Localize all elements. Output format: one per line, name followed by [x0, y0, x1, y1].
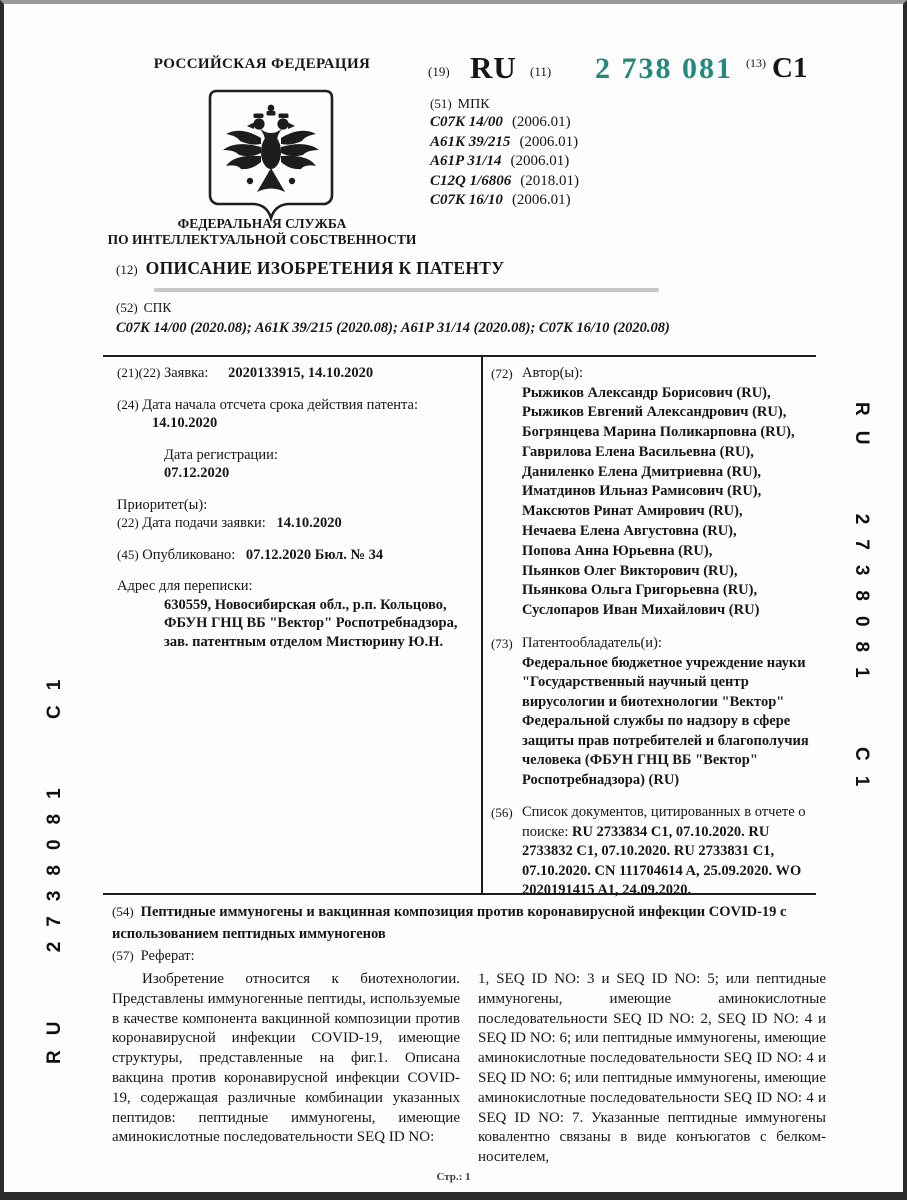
registration-value: 07.12.2020 [164, 465, 230, 481]
inid-code-22: (22) [117, 515, 139, 530]
inid-code-72: (72) [491, 366, 513, 381]
cpc-header [116, 300, 816, 316]
holder-section [491, 634, 821, 790]
agency-line-1: ФЕДЕРАЛЬНАЯ СЛУЖБА [177, 216, 347, 231]
holder-body [491, 654, 821, 791]
abstract-columns [112, 970, 826, 1168]
citations-text: RU 2733834 C1, 07.10.2020. RU 2733832 C1, 07.10.2020. RU 2733831 C1, 07.10.2020. CN 111704614 A, 25.09.2020. WO 2020191415 A1, 24.09.2020. [522, 823, 802, 899]
abstract-column-2: 1, SEQ ID NO: 3 и SEQ ID NO: 5; или пептидные иммуногены, имеющие аминокислотные последовательности SEQ ID NO: 2, SEQ ID NO: 4 и SEQ ID NO: 6; или пептидные иммуногены, имеющие аминокислотные последовательности SEQ ID NO: 4 и SEQ ID NO: 6; или пептидные иммуногены, имеющие аминокислотные последовательности SEQ ID NO: 4 и SEQ ID NO: 7. Указанные пептидные иммуногены ковалентно связаны в виде конъюгатов с белком-носителем, [478, 971, 826, 1166]
start-date-row [117, 396, 469, 433]
inid-code-13: (13) [746, 56, 766, 70]
ipc-code: C07K 14/00 [430, 114, 503, 130]
country-label: РОССИЙСКАЯ ФЕДЕРАЦИЯ [153, 56, 371, 72]
author-name: Пьянков Олег Викторович (RU), [522, 562, 738, 579]
author-name: Рыжиков Евгений Александрович (RU), [522, 404, 787, 421]
kind-code: C1 [772, 52, 808, 84]
inid-code-57: (57) [112, 948, 134, 963]
ipc-item [430, 113, 579, 133]
inid-code-24: (24) [117, 396, 139, 412]
address-line: зав. патентным отделом Мистюрину Ю.Н. [164, 633, 444, 650]
doc-type-title: ОПИСАНИЕ ИЗОБРЕТЕНИЯ К ПАТЕНТУ [145, 258, 505, 278]
inid-code-21-22: (21)(22) [117, 365, 161, 380]
author-name: Пьянкова Ольга Григорьевна (RU), [522, 582, 758, 599]
author-name: Максютов Ринат Амирович (RU), [522, 503, 743, 520]
inid-code-11: (11) [530, 64, 552, 79]
ipc-version: (2006.01) [511, 192, 571, 208]
application-row [117, 364, 469, 383]
start-date-value: 14.10.2020 [152, 415, 218, 431]
inid-code-45: (45) [117, 546, 139, 562]
cpc-label: СПК [143, 300, 172, 315]
registration-row [117, 446, 469, 483]
patent-number: 2 738 081 [595, 52, 733, 85]
filing-label: Дата подачи заявки: [142, 515, 266, 531]
author-name: Попова Анна Юрьевна (RU), [522, 542, 713, 559]
author-name: Богрянцева Марина Поликарповна (RU), [522, 424, 795, 441]
ipc-item [430, 172, 579, 192]
inid-code-19: (19) [428, 64, 450, 79]
start-date-label: Дата начала отсчета срока действия патента: [142, 396, 419, 413]
registration-label: Дата регистрации: [164, 446, 278, 463]
inid-code-73: (73) [491, 636, 513, 652]
inid-code-54: (54) [112, 904, 134, 919]
ipc-header [430, 96, 579, 113]
author-name: Рыжиков Александр Борисович (RU), [522, 384, 771, 401]
ipc-version: (2006.01) [519, 133, 579, 150]
application-label: Заявка: [163, 365, 209, 381]
page-number: Стр.: 1 [436, 1171, 471, 1183]
holder-text: Федеральное бюджетное учреждение науки "Государственный научный центр вирусологии и биотехнологии "Вектор" Федеральной службы по надзору в сфере защиты прав потребителей и благополучия человека (ФБУН ГНЦ ВБ "Вектор" Роспотребнадзора) (RU) [522, 654, 809, 788]
filing-row [117, 514, 469, 533]
russian-emblem-icon [206, 88, 336, 222]
bibliographic-left-column [117, 364, 469, 651]
agency-line-2: ПО ИНТЕЛЛЕКТУАЛЬНОЙ СОБСТВЕННОСТИ [107, 232, 417, 247]
authors-header [491, 364, 821, 384]
inid-code-12: (12) [116, 262, 138, 277]
application-value: 2020133915, 14.10.2020 [228, 365, 374, 381]
cpc-codes: C07K 14/00 (2020.08); A61K 39/215 (2020.08); A61P 31/14 (2020.08); C07K 16/10 (2020.08) [116, 320, 670, 336]
published-value: 07.12.2020 Бюл. № 34 [245, 546, 384, 563]
divider-top [103, 355, 816, 357]
coat-of-arms [206, 88, 336, 222]
inid-code-51: (51) [430, 96, 452, 111]
sidebar-patent-id-left: RU 2738081 C1 [44, 664, 65, 1064]
authors-section [491, 364, 821, 621]
ipc-code: C07K 16/10 [430, 192, 503, 208]
address-line: ФБУН ГНЦ ВБ "Вектор" Роспотребнадзора, [164, 615, 458, 631]
address-block [117, 577, 469, 651]
author-name: Иматдинов Ильназ Рамисович (RU), [522, 483, 762, 500]
address-label: Адрес для переписки: [117, 578, 253, 594]
column-divider [481, 355, 483, 893]
invention-title: Пептидные иммуногены и вакцинная композиция против коронавирусной инфекции COVID-19 с использованием пептидных иммуногенов [112, 904, 787, 942]
authors-list [491, 384, 821, 622]
priority-label: Приоритет(ы): [117, 496, 208, 513]
ipc-item [430, 152, 579, 172]
published-label: Опубликовано: [142, 546, 236, 563]
ipc-code: C12Q 1/6806 [430, 172, 512, 189]
cpc-section [116, 300, 816, 337]
heading-underline-artifact [154, 288, 659, 292]
citations-label: Список документов, цитированных в отчете о поиске: [522, 804, 806, 840]
abstract-heading [112, 948, 195, 965]
doc-type-heading [116, 258, 504, 279]
abstract-column-1: Изобретение относится к биотехнологии. Представлены иммуногенные пептиды, используемые в качестве компонента вакцинной композиции против коронавирусной инфекции COVID-19, имеющие структуры, представленные на фиг.1. Описана вакцина против коронавирусной инфекции COVID-19, содержащая различные комбинации указанных пептидов: пептидные иммуногены, имеющие аминокислотные последовательности SEQ ID NO: [112, 971, 460, 1146]
author-name: Суслопаров Иван Михайлович (RU) [522, 602, 760, 619]
ipc-code: A61P 31/14 [430, 153, 502, 169]
address-line: 630559, Новосибирская обл., р.п. Кольцово, [164, 596, 447, 613]
inid-code-52: (52) [116, 300, 138, 315]
sidebar-patent-id-right: RU 2738081 C1 [851, 402, 872, 802]
holder-label: Патентообладатель(и): [522, 635, 662, 652]
country-code: RU [470, 50, 517, 85]
holder-header [491, 634, 821, 654]
ipc-section [430, 96, 579, 211]
citations-section [491, 803, 821, 901]
ipc-label: МПК [457, 97, 490, 112]
agency-label [90, 216, 434, 248]
ipc-version: (2006.01) [510, 153, 570, 169]
authors-label: Автор(ы): [522, 365, 584, 381]
bibliographic-right-column [491, 364, 821, 901]
ipc-version: (2018.01) [520, 172, 580, 189]
ipc-code: A61K 39/215 [430, 133, 511, 150]
ipc-version: (2006.01) [511, 114, 571, 130]
inid-code-56: (56) [491, 805, 513, 821]
invention-title-section [112, 901, 826, 945]
ipc-item [430, 133, 579, 153]
abstract-label: Реферат: [140, 948, 195, 964]
author-name: Нечаева Елена Августовна (RU), [522, 523, 737, 540]
author-name: Даниленко Елена Дмитриевна (RU), [522, 463, 762, 480]
author-name: Гаврилова Елена Васильевна (RU), [522, 443, 754, 460]
published-row [117, 546, 469, 565]
filing-value: 14.10.2020 [276, 515, 342, 531]
ipc-item [430, 191, 579, 211]
